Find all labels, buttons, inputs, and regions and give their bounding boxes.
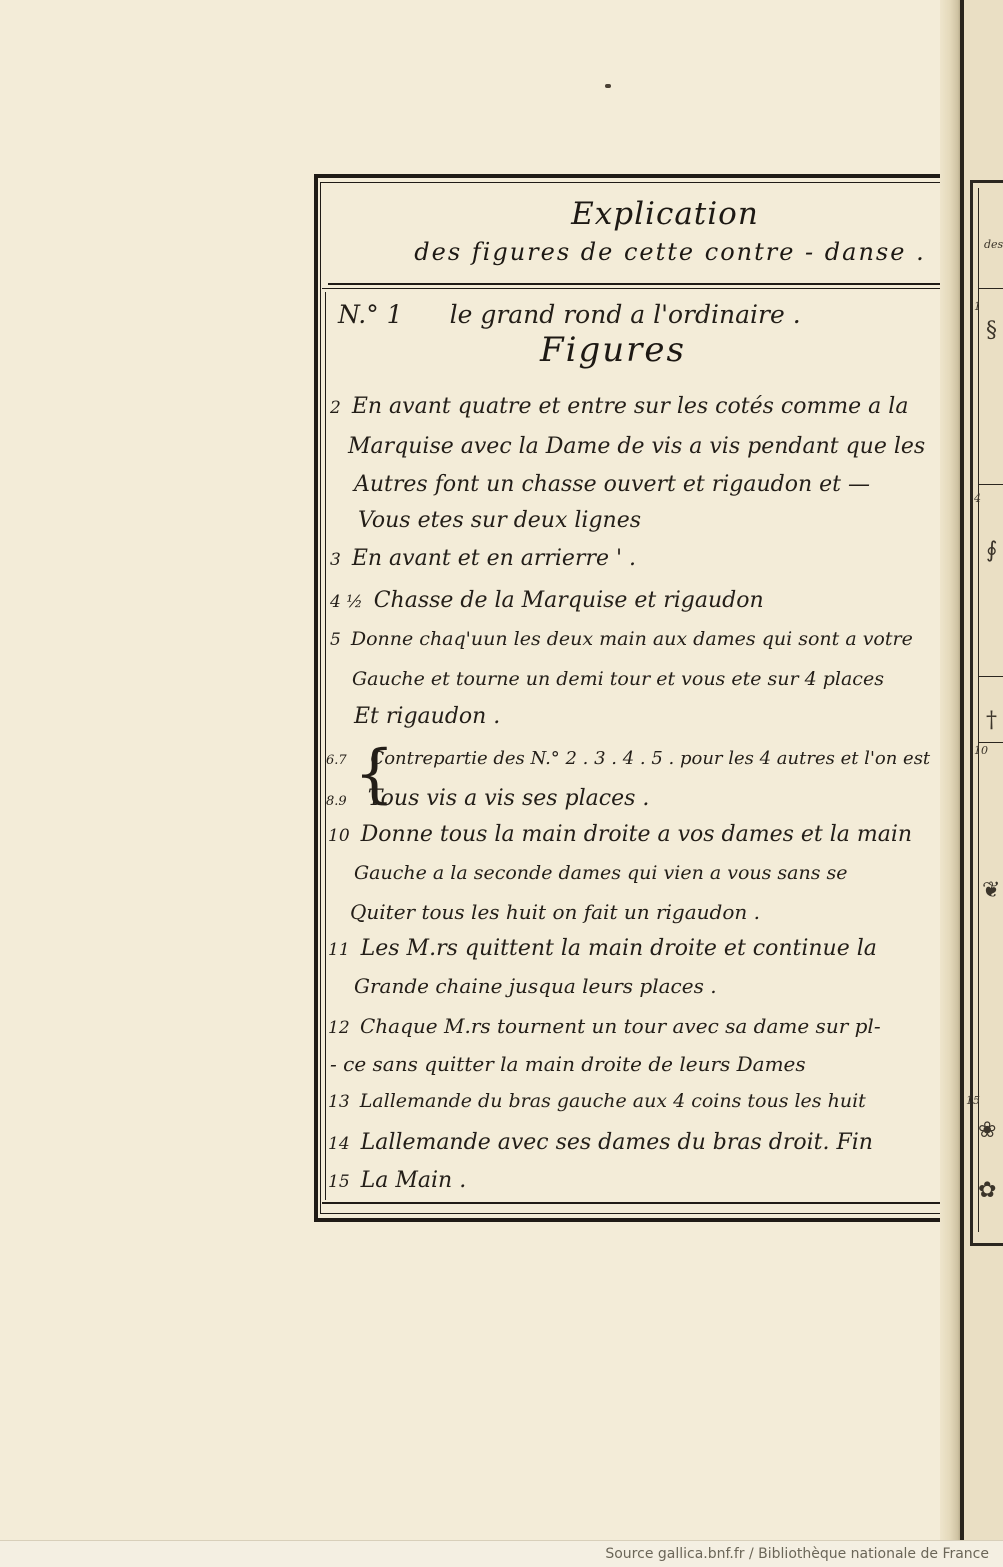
entry-line [328, 936, 877, 961]
facing-number: 10 [974, 744, 988, 757]
entry-line [328, 822, 912, 847]
entry-text: - ce sans quitter la main droite de leurs Dames [330, 1052, 806, 1076]
source-footer [0, 1540, 1003, 1567]
entry-line [326, 748, 930, 769]
entry-line [326, 786, 649, 811]
entry-line [354, 472, 870, 497]
entry-number: 14 [328, 1134, 350, 1154]
entry-text: Et rigaudon . [354, 704, 501, 729]
entry-text: Chaque M.rs tournent un tour avec sa dame sur pl- [360, 1014, 881, 1038]
title-rule-thin [322, 288, 962, 289]
entry-text: le grand rond a l'ordinaire . [449, 300, 801, 329]
entry-line [338, 300, 801, 329]
source-credit[interactable]: Source gallica.bnf.fr / Bibliothèque nationale de France [605, 1546, 989, 1562]
entry-text: Donne chaq'uun les deux main aux dames qui sont a votre [350, 628, 913, 650]
book-spine [940, 0, 962, 1540]
entry-line [328, 1090, 866, 1112]
entry-text: Grande chaine jusqua leurs places . [354, 974, 717, 998]
dance-figure-ornament-icon: † [986, 708, 997, 733]
ink-dot [605, 84, 611, 88]
entry-text: En avant et en arrierre ' . [351, 546, 637, 571]
entry-text: Marquise avec la Dame de vis a vis pendant que les [348, 434, 926, 459]
entry-text: Gauche et tourne un demi tour et vous ete sur 4 places [352, 668, 884, 690]
entry-number: 11 [328, 940, 350, 960]
entry-number: 5 [330, 630, 341, 650]
entry-line [330, 588, 764, 613]
facing-number: 4 [974, 492, 981, 505]
entry-line [330, 394, 908, 419]
entry-line [352, 668, 884, 690]
entry-number: 6.7 [326, 753, 347, 768]
facing-cell-rule [978, 676, 1003, 677]
entry-text: Les M.rs quittent la main droite et continue la [360, 936, 877, 961]
entry-line [358, 508, 641, 533]
entry-text: Vous etes sur deux lignes [358, 508, 642, 533]
entry-text: Lallemande avec ses dames du bras droit. Fin [360, 1130, 873, 1155]
entry-number: 15 [328, 1172, 350, 1192]
entry-text: Quiter tous les huit on fait un rigaudon . [350, 900, 760, 924]
entry-text: En avant quatre et entre sur les cotés comme a la [351, 394, 909, 419]
entry-text: Tous vis a vis ses places . [367, 786, 650, 811]
entry-number: 12 [328, 1018, 350, 1038]
entry-text: Lallemande du bras gauche aux 4 coins tous les huit [359, 1090, 866, 1112]
figures-heading: Figures [540, 330, 686, 370]
entry-number: N.° 1 [338, 300, 403, 329]
facing-cell-rule [978, 484, 1003, 485]
facing-page-edge [964, 0, 1003, 1540]
facing-header-fragment: des [984, 238, 1003, 251]
entry-line [328, 1014, 881, 1038]
facing-cell-rule [978, 742, 1003, 743]
brace-glyph: { [354, 737, 395, 811]
entry-text: La Main . [360, 1168, 467, 1193]
dance-figure-ornament-icon: § [986, 318, 997, 343]
title-rule-thick [328, 283, 968, 285]
entry-line [328, 1130, 873, 1155]
entry-text: Donne tous la main droite a vos dames et la main [360, 822, 913, 847]
entry-line [330, 1052, 806, 1076]
entry-number: 4 ½ [330, 592, 363, 612]
entry-line [354, 704, 500, 729]
entry-number: 13 [328, 1092, 350, 1112]
entry-text: Contrepartie des N.° 2 . 3 . 4 . 5 . pour les 4 autres et l'on est [370, 748, 931, 769]
bottom-rule [322, 1202, 962, 1204]
entry-number: 8.9 [326, 794, 347, 809]
entry-number: 2 [330, 398, 341, 418]
dance-figure-ornament-icon: ❀ [978, 1118, 997, 1143]
entry-text: Chasse de la Marquise et rigaudon [373, 588, 764, 613]
entry-line [354, 974, 717, 998]
entry-text: Autres font un chasse ouvert et rigaudon et — [354, 472, 870, 497]
entry-number: 3 [330, 550, 341, 570]
facing-cell-rule [978, 288, 1003, 289]
entry-line [330, 546, 636, 571]
title-explication: Explication [571, 196, 759, 232]
entry-line [328, 1168, 466, 1193]
entry-line [354, 862, 848, 884]
entry-number: 10 [328, 826, 350, 846]
dance-figure-ornament-icon: ❦ [982, 878, 1001, 903]
facing-number: 15 [966, 1094, 980, 1107]
entry-text: Gauche a la seconde dames qui vien a vous sans se [354, 862, 848, 884]
entry-line [330, 628, 913, 650]
entry-line [348, 434, 925, 459]
title-subtitle: des figures de cette contre - danse . [414, 238, 926, 266]
entry-line [350, 900, 760, 924]
title-cartouche [320, 182, 960, 280]
facing-number: 1 [974, 300, 981, 313]
dance-figure-ornament-icon: ∮ [986, 538, 998, 563]
dance-figure-ornament-icon: ✿ [978, 1178, 997, 1203]
